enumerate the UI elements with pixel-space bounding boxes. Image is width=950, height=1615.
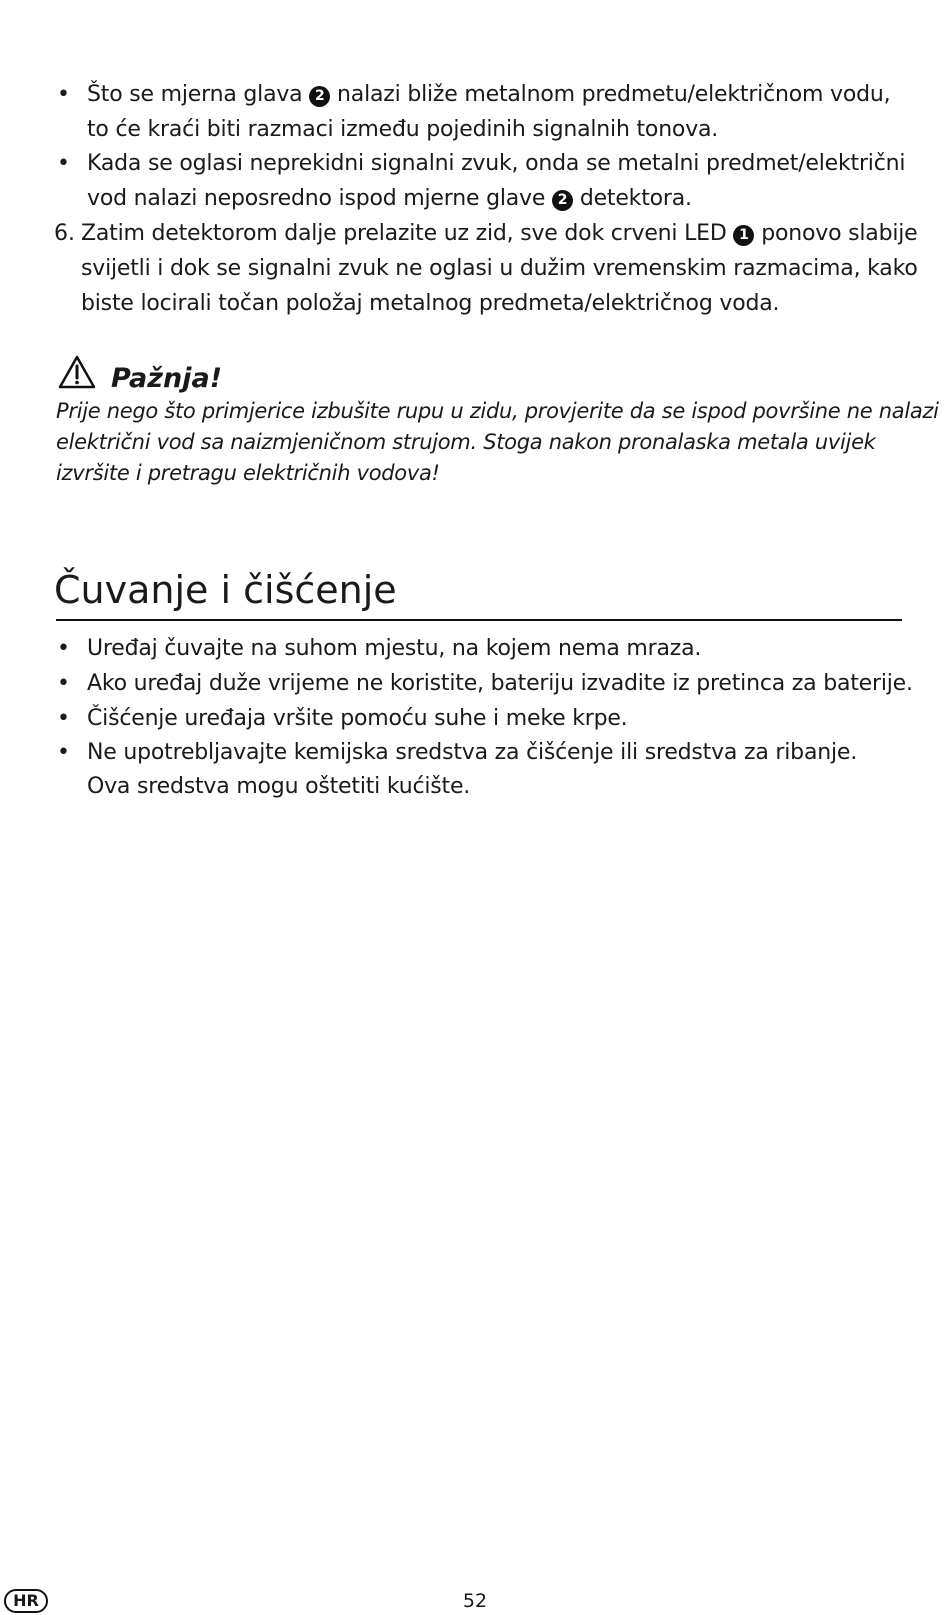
step-6-line-1 bbox=[81, 216, 918, 251]
page-number: 52 bbox=[462, 1590, 488, 1612]
step-6-line-3: biste locirali točan položaj metalnog predmeta/električnog voda. bbox=[81, 291, 780, 316]
step-6-text-before: Zatim detektorom dalje prelazite uz zid, sve dok crveni LED bbox=[81, 221, 727, 246]
bullet-1-line-1 bbox=[87, 77, 890, 112]
bullet-marker: • bbox=[57, 82, 70, 107]
list-item-continuation: Ova sredstva mogu oštetiti kućište. bbox=[87, 774, 471, 799]
list-item: Ne upotrebljavajte kemijska sredstva za čišćenje ili sredstva za ribanje. bbox=[87, 740, 858, 765]
bullet-marker: • bbox=[57, 706, 70, 731]
bullet-2-line-2 bbox=[87, 181, 692, 216]
callout-1-icon: 1 bbox=[733, 225, 754, 246]
callout-2-icon: 2 bbox=[309, 86, 330, 107]
bullet-marker: • bbox=[57, 740, 70, 765]
step-6-text-after: ponovo slabije bbox=[761, 221, 918, 246]
bullet-1-text-after: nalazi bliže metalnom predmetu/električnom vodu, bbox=[337, 82, 891, 107]
list-item: Uređaj čuvajte na suhom mjestu, na kojem nema mraza. bbox=[87, 636, 702, 661]
warning-line-1: Prije nego što primjerice izbušite rupu u zidu, provjerite da se ispod površine ne nalazi bbox=[56, 399, 939, 423]
bullet-2-text-after: detektora. bbox=[579, 186, 692, 211]
bullet-marker: • bbox=[57, 636, 70, 661]
step-number: 6. bbox=[54, 221, 75, 246]
warning-title: Pažnja! bbox=[111, 363, 223, 394]
bullet-2-line-1: Kada se oglasi neprekidni signalni zvuk, onda se metalni predmet/električni bbox=[87, 151, 906, 176]
step-6-line-2: svijetli i dok se signalni zvuk ne oglasi u dužim vremenskim razmacima, kako bbox=[81, 256, 918, 281]
list-item: Čišćenje uređaja vršite pomoću suhe i meke krpe. bbox=[87, 706, 628, 731]
bullet-1-line-2: to će kraći biti razmaci između pojedinih signalnih tonova. bbox=[87, 117, 719, 142]
bullet-marker: • bbox=[57, 151, 70, 176]
callout-2-icon: 2 bbox=[552, 190, 573, 211]
warning-triangle-icon bbox=[58, 355, 96, 389]
list-item: Ako uređaj duže vrijeme ne koristite, bateriju izvadite iz pretinca za baterije. bbox=[87, 671, 913, 696]
bullet-marker: • bbox=[57, 671, 70, 696]
section-heading: Čuvanje i čišćenje bbox=[54, 568, 397, 612]
warning-line-2: električni vod sa naizmjeničnom strujom. Stoga nakon pronalaska metala uvijek bbox=[56, 430, 876, 454]
language-badge: HR bbox=[4, 1589, 48, 1613]
warning-line-3: izvršite i pretragu električnih vodova! bbox=[56, 461, 440, 485]
bullet-2-text-before: vod nalazi neposredno ispod mjerne glave bbox=[87, 186, 546, 211]
bullet-1-text-before: Što se mjerna glava bbox=[87, 82, 303, 107]
heading-rule bbox=[56, 619, 902, 621]
